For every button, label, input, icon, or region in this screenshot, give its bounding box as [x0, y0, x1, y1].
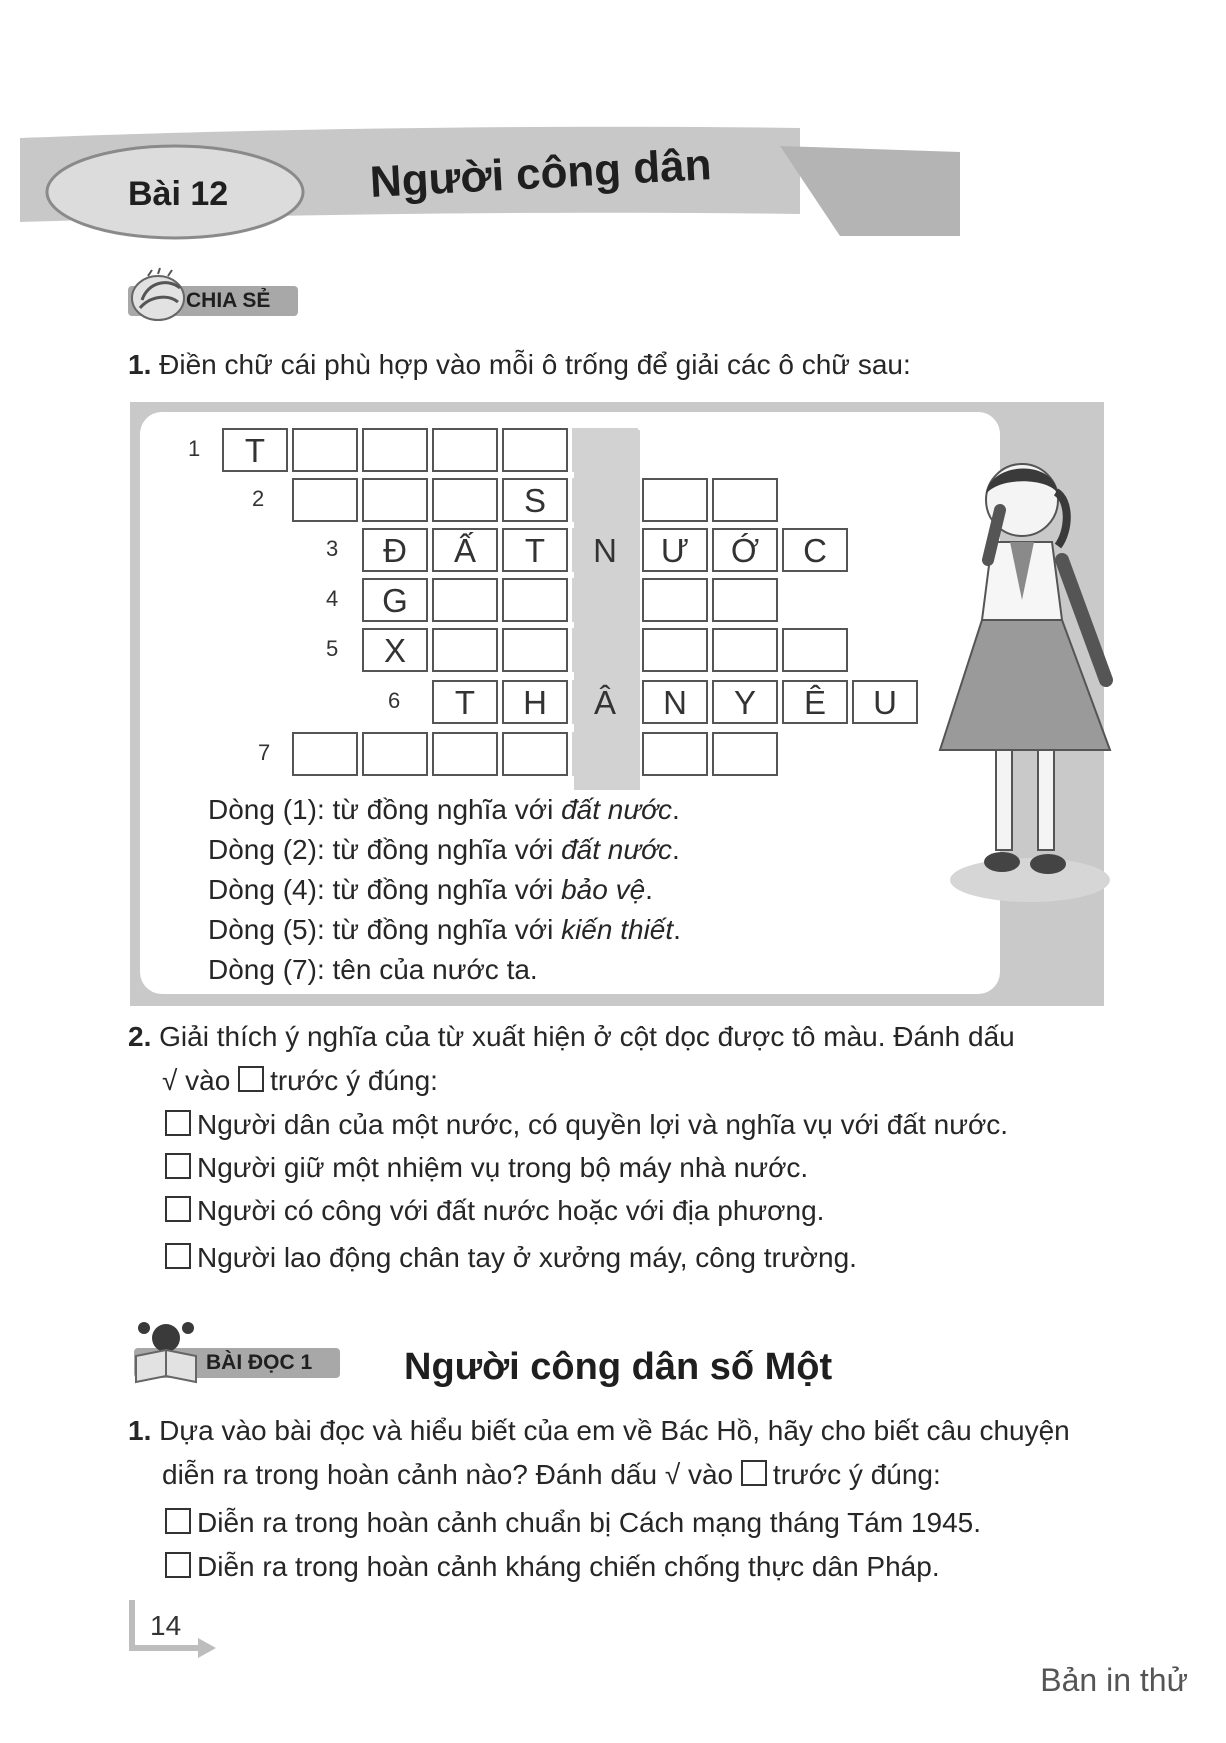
question-2 — [128, 1020, 1128, 1098]
crossword-row-number: 7 — [258, 740, 271, 765]
clue-line: Dòng (5): từ đồng nghĩa với kiến thiết. — [208, 914, 681, 945]
checkbox-sample-icon — [238, 1066, 264, 1092]
share-tag-label: CHIA SẺ — [128, 286, 298, 316]
question-number: 1. — [128, 349, 152, 380]
crossword-cell[interactable] — [572, 478, 638, 522]
question-text: diễn ra trong hoàn cảnh nào? Đánh dấu √ vào — [162, 1459, 734, 1490]
crossword-cell[interactable]: C — [782, 528, 848, 572]
lesson-title: Người công dân — [368, 140, 713, 207]
reading-q1-options — [165, 1506, 981, 1584]
crossword-cell[interactable] — [432, 578, 498, 622]
crossword-cell[interactable] — [712, 628, 778, 672]
reading-girl-icon — [130, 1314, 202, 1384]
crossword-cell[interactable] — [712, 478, 778, 522]
crossword-cell[interactable] — [292, 478, 358, 522]
checkbox[interactable] — [165, 1196, 191, 1222]
crossword-cell[interactable]: H — [502, 680, 568, 724]
checkbox[interactable] — [165, 1508, 191, 1534]
crossword-cell[interactable]: N — [572, 528, 638, 572]
crossword-row-number: 3 — [326, 536, 339, 561]
crossword-cell[interactable]: N — [642, 680, 708, 724]
crossword-cell[interactable]: Ư — [642, 528, 708, 572]
crossword-cell[interactable] — [362, 428, 428, 472]
crossword-cell[interactable]: T — [432, 680, 498, 724]
clue-line: Dòng (7): tên của nước ta. — [208, 954, 538, 985]
crossword-cell[interactable] — [502, 578, 568, 622]
crossword-cell[interactable] — [712, 732, 778, 776]
page-number: 14 — [150, 1610, 182, 1641]
crossword-cell[interactable]: G — [362, 578, 428, 622]
crossword-clues — [208, 790, 681, 990]
checkmark-instruction: √ vào — [162, 1065, 231, 1096]
crossword-cell[interactable]: Ê — [782, 680, 848, 724]
crossword-cell[interactable]: T — [502, 528, 568, 572]
checkbox[interactable] — [165, 1552, 191, 1578]
crossword-cell[interactable] — [572, 578, 638, 622]
clue-line: Dòng (2): từ đồng nghĩa với đất nước. — [208, 834, 680, 865]
crossword-cell[interactable]: Y — [712, 680, 778, 724]
crossword-row-number: 4 — [326, 586, 339, 611]
option-item[interactable]: Người có công với đất nước hoặc với địa phương. — [165, 1194, 1008, 1228]
question-text: trước ý đúng: — [270, 1065, 438, 1096]
clapping-hands-icon — [128, 266, 192, 326]
crossword-cell[interactable] — [362, 732, 428, 776]
option-item[interactable]: Diễn ra trong hoàn cảnh kháng chiến chống thực dân Pháp. — [165, 1550, 981, 1584]
crossword-cell[interactable] — [502, 428, 568, 472]
crossword-cell[interactable]: X — [362, 628, 428, 672]
crossword-cell[interactable] — [432, 478, 498, 522]
q2-options — [165, 1108, 1008, 1275]
clue-line: Dòng (1): từ đồng nghĩa với đất nước. — [208, 794, 680, 825]
question-1 — [128, 348, 911, 382]
question-text: trước ý đúng: — [772, 1459, 941, 1490]
crossword-cell[interactable] — [502, 732, 568, 776]
question-number: 2. — [128, 1021, 152, 1052]
schoolgirl-illustration — [930, 450, 1130, 910]
crossword-cell[interactable]: U — [852, 680, 918, 724]
crossword-cell[interactable] — [432, 732, 498, 776]
crossword-row-number: 5 — [326, 636, 339, 661]
checkbox[interactable] — [165, 1110, 191, 1136]
reading-tag-label: BÀI ĐỌC 1 — [134, 1348, 340, 1378]
reading-question-1 — [128, 1414, 1168, 1492]
option-item[interactable]: Người giữ một nhiệm vụ trong bộ máy nhà nước. — [165, 1151, 1008, 1185]
crossword-cell[interactable]: Â — [572, 680, 638, 724]
checkbox[interactable] — [165, 1153, 191, 1179]
crossword-cell[interactable]: T — [222, 428, 288, 472]
crossword-cell[interactable] — [642, 478, 708, 522]
crossword-cell[interactable] — [432, 628, 498, 672]
lesson-number: Bài 12 — [128, 175, 229, 213]
option-item[interactable]: Diễn ra trong hoàn cảnh chuẩn bị Cách mạng tháng Tám 1945. — [165, 1506, 981, 1540]
crossword-cell[interactable] — [642, 628, 708, 672]
question-number: 1. — [128, 1415, 152, 1446]
crossword-cell[interactable] — [362, 478, 428, 522]
crossword-cell[interactable] — [712, 578, 778, 622]
crossword-cell[interactable] — [572, 628, 638, 672]
option-item[interactable]: Người lao động chân tay ở xưởng máy, công trường. — [165, 1241, 1008, 1275]
crossword-cell[interactable] — [292, 428, 358, 472]
crossword-cell[interactable] — [292, 732, 358, 776]
crossword-cell[interactable] — [572, 428, 638, 472]
crossword-cell[interactable] — [572, 732, 638, 776]
option-item[interactable]: Người dân của một nước, có quyền lợi và nghĩa vụ với đất nước. — [165, 1108, 1008, 1142]
question-text: Điền chữ cái phù hợp vào mỗi ô trống để giải các ô chữ sau: — [159, 349, 911, 380]
crossword-cell[interactable] — [642, 578, 708, 622]
crossword-cell[interactable] — [782, 628, 848, 672]
reading-title: Người công dân số Một — [404, 1346, 833, 1388]
crossword-cell[interactable] — [432, 428, 498, 472]
crossword-cell[interactable]: Ấ — [432, 528, 498, 572]
crossword-row-number: 6 — [388, 688, 401, 713]
crossword-row-number: 1 — [188, 436, 201, 461]
crossword-cell[interactable] — [502, 628, 568, 672]
crossword-cell[interactable] — [642, 732, 708, 776]
crossword-cell[interactable]: Ớ — [712, 528, 778, 572]
draft-label: Bản in thử — [1040, 1662, 1188, 1698]
checkbox-sample-icon — [741, 1460, 767, 1486]
crossword-cell[interactable]: Đ — [362, 528, 428, 572]
question-text: Dựa vào bài đọc và hiểu biết của em về Bác Hồ, hãy cho biết câu chuyện — [159, 1415, 1070, 1446]
crossword-row-number: 2 — [252, 486, 265, 511]
question-text: Giải thích ý nghĩa của từ xuất hiện ở cột dọc được tô màu. Đánh dấu — [159, 1021, 1015, 1052]
checkbox[interactable] — [165, 1243, 191, 1269]
crossword-cell[interactable]: S — [502, 478, 568, 522]
clue-line: Dòng (4): từ đồng nghĩa với bảo vệ. — [208, 874, 653, 905]
